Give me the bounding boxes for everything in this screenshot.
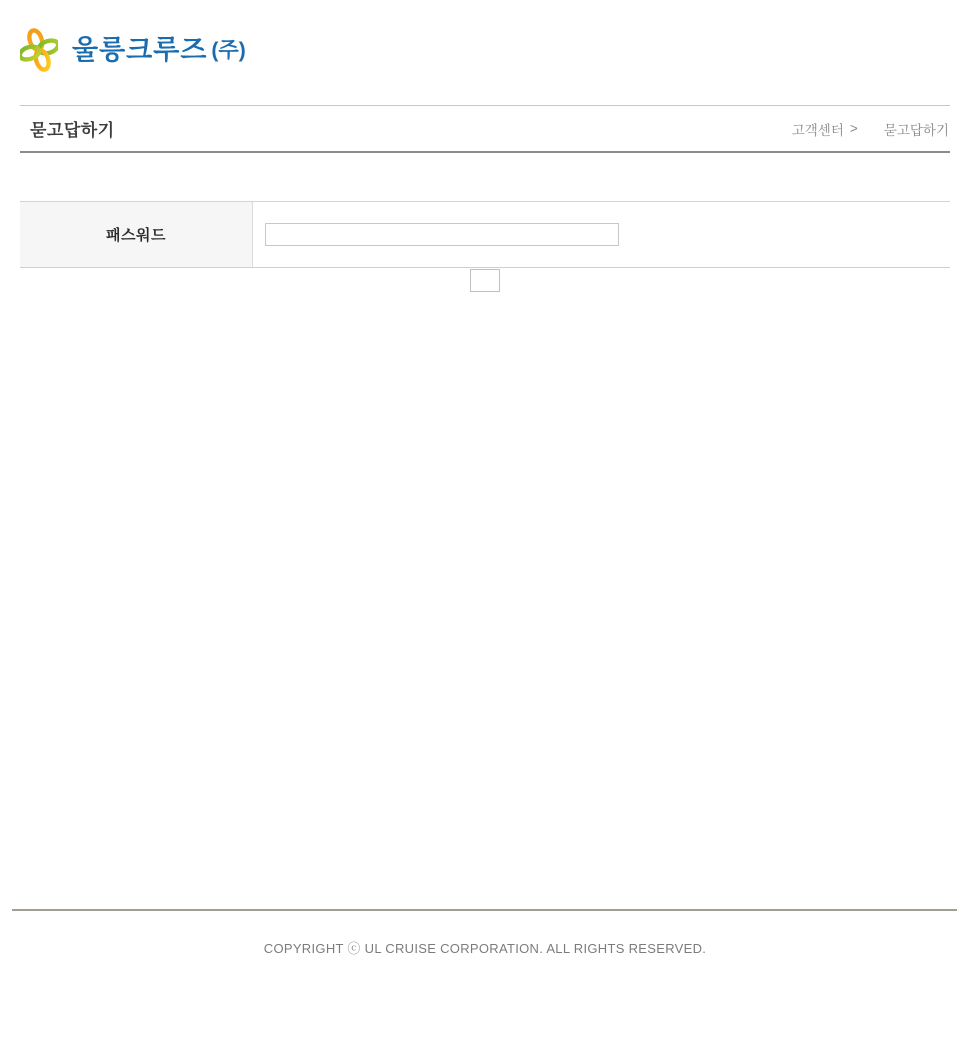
password-input[interactable] [265,223,619,246]
breadcrumb-parent[interactable]: 고객센터 [791,122,844,138]
breadcrumb-separator: > [849,121,858,136]
password-label-cell [20,202,253,267]
footer-copyright: COPYRIGHT ⓒ UL CRUISE CORPORATION. ALL RIGHTS RESERVED. [263,941,707,956]
logo[interactable] [20,28,246,72]
breadcrumb [792,119,949,139]
breadcrumb-current: 묻고답하기 [883,122,949,138]
logo-text: 울릉크루즈 [72,34,208,65]
password-label: 패스워드 [106,227,166,244]
confirm-button[interactable] [470,269,500,292]
password-form-table [20,201,950,268]
page-title: 묻고답하기 [30,121,115,140]
logo-suffix: (주) [211,38,246,62]
page-title-bar [20,105,950,153]
logo-flower-icon [20,28,58,72]
footer-divider [12,909,957,911]
password-input-cell [253,202,950,267]
